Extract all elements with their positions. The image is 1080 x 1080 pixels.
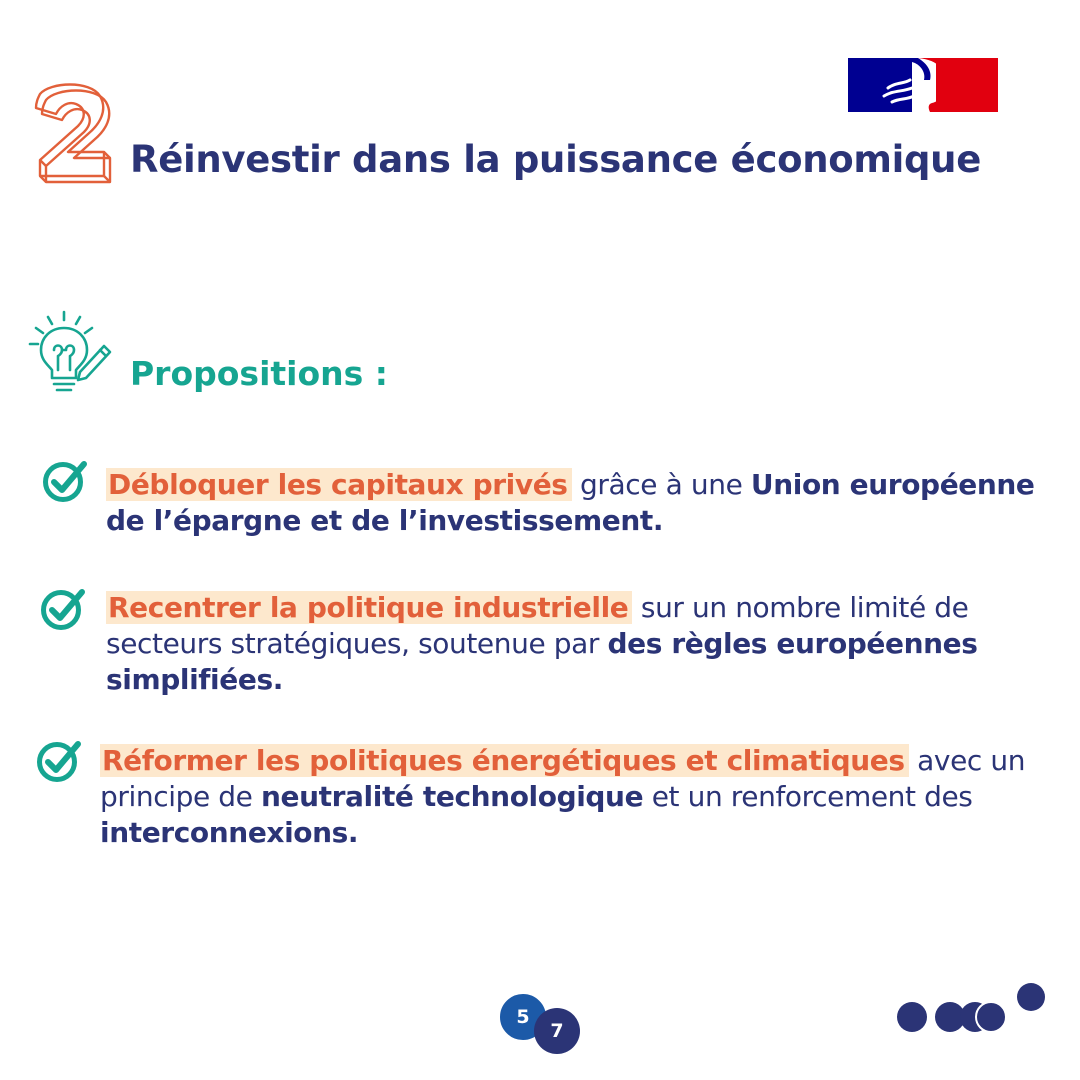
item-text: sur un nombre limité de secteurs stratégiques, soutenue par [106, 591, 969, 660]
number-two-outline-icon [30, 82, 120, 192]
page-indicator-current: 5 [499, 993, 547, 1041]
item-text: et un renforcement des [643, 780, 973, 813]
item-bold: Union européenne de l’épargne et de l’investissement. [106, 468, 1035, 537]
proposition-item-1 [106, 467, 1066, 539]
item-bold: interconnexions. [100, 816, 359, 849]
check-circle-icon [40, 586, 86, 632]
check-circle-icon [36, 738, 82, 784]
proposition-item-2 [106, 590, 1006, 698]
marianne-logo [848, 58, 998, 112]
item-highlight: Recentrer la politique industrielle [106, 591, 632, 624]
check-circle-icon [42, 458, 88, 504]
item-bold: neutralité technologique [261, 780, 644, 813]
decorative-dots-icon [895, 980, 1055, 1040]
item-text: grâce à une [571, 468, 751, 501]
propositions-heading: Propositions : [130, 354, 388, 393]
page-indicator-total: 7 [534, 1008, 580, 1054]
proposition-item-3 [100, 743, 1030, 851]
item-bold: des règles européennes simplifiées. [106, 627, 978, 696]
page-title: Réinvestir dans la puissance économique [130, 138, 982, 181]
lightbulb-pen-icon [24, 308, 114, 400]
item-highlight: Débloquer les capitaux privés [106, 468, 572, 501]
item-text: avec un principe de [100, 744, 1026, 813]
item-highlight: Réformer les politiques énergétiques et climatiques [100, 744, 909, 777]
